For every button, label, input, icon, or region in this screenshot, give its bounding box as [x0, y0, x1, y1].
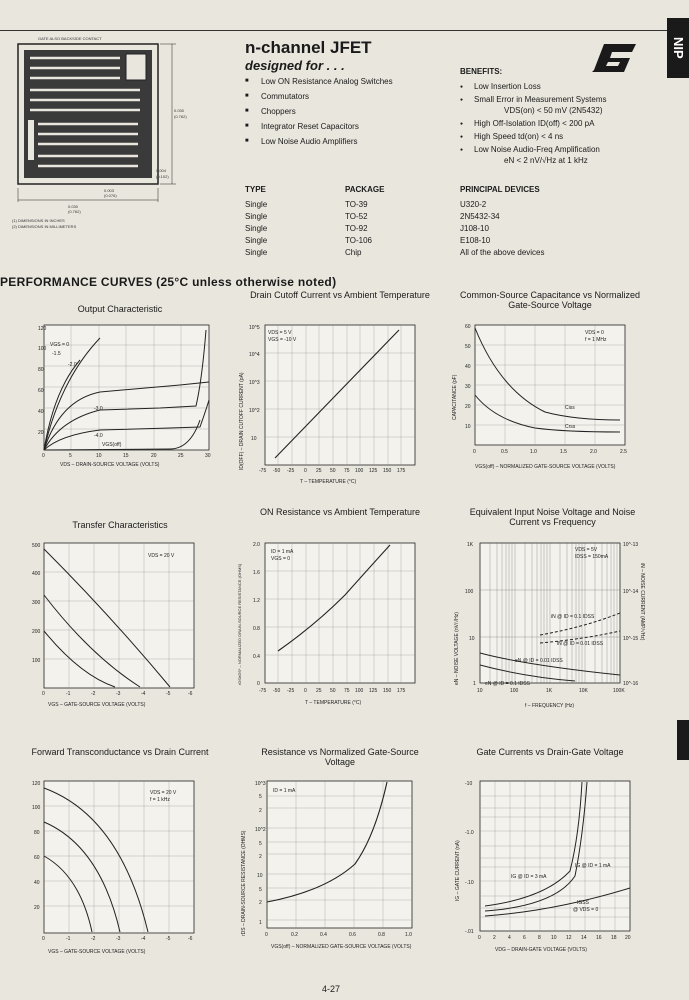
svg-text:100: 100 — [355, 688, 364, 694]
svg-text:iN – NOISE CURRENT (AMP/√Hz): iN – NOISE CURRENT (AMP/√Hz) — [639, 563, 645, 641]
table-row: Single TO-106 E108-10 — [245, 236, 491, 245]
svg-text:iN @ ID = 0.01 IDSS: iN @ ID = 0.01 IDSS — [557, 641, 604, 647]
svg-text:25: 25 — [316, 468, 322, 474]
output-characteristic-chart — [20, 320, 220, 470]
chart-title: Resistance vs Normalized Gate-Source Voltage — [261, 747, 419, 767]
svg-text:20: 20 — [34, 905, 40, 911]
svg-text:10^2: 10^2 — [255, 827, 266, 833]
svg-text:-3: -3 — [116, 691, 121, 697]
svg-text:1.5: 1.5 — [560, 449, 567, 455]
die-note: (1) DIMENSIONS IN INCHES — [12, 218, 65, 223]
svg-text:IGSS: IGSS — [577, 900, 589, 906]
resistance-vs-vgs-chart — [235, 776, 435, 966]
chart-title: Common-Source Capacitance vs Normalized Gate-Source Voltage — [459, 290, 641, 310]
svg-text:10: 10 — [257, 873, 263, 879]
svg-text:0: 0 — [42, 936, 45, 942]
svg-text:ID(OFF) – DRAIN CUTOFF CURRENT: ID(OFF) – DRAIN CUTOFF CURRENT (pA) — [239, 372, 245, 470]
svg-text:10^4: 10^4 — [249, 352, 260, 358]
svg-text:75: 75 — [344, 468, 350, 474]
svg-text:1.2: 1.2 — [253, 598, 260, 604]
benefit-item: ● High Off-Isolation ID(off) < 200 pA — [460, 119, 680, 128]
table-row: Single TO-39 U320-2 — [245, 200, 487, 209]
svg-text:0: 0 — [304, 468, 307, 474]
noise-chart — [445, 535, 645, 735]
svg-text:100K: 100K — [613, 688, 625, 694]
benefit-item: ● Small Error in Measurement Systems VDS(on) < 50 mV (2N5432) — [460, 95, 680, 115]
svg-text:0: 0 — [42, 453, 45, 459]
feature-item: ■ Low Noise Audio Amplifiers — [245, 137, 393, 146]
svg-text:VDS = 5 V: VDS = 5 V — [268, 330, 292, 336]
svg-text:150: 150 — [383, 688, 392, 694]
svg-text:rDS – DRAIN-SOURCE RESISTANCE: rDS – DRAIN-SOURCE RESISTANCE (OHMS) — [241, 830, 247, 936]
title-block — [245, 38, 393, 152]
svg-text:10: 10 — [551, 935, 557, 941]
table-header: PACKAGE — [345, 185, 385, 194]
svg-text:-6: -6 — [188, 691, 193, 697]
section-marker — [677, 720, 689, 760]
svg-text:1K: 1K — [546, 688, 553, 694]
device-table — [245, 185, 545, 260]
svg-text:-3: -3 — [116, 936, 121, 942]
feature-list — [245, 77, 393, 146]
on-resistance-chart — [235, 535, 435, 710]
svg-text:20: 20 — [38, 430, 44, 436]
svg-text:0: 0 — [257, 681, 260, 687]
svg-text:2: 2 — [259, 808, 262, 814]
table-row: Single TO-92 J108-10 — [245, 224, 489, 233]
svg-text:0: 0 — [42, 691, 45, 697]
svg-text:-.10: -.10 — [465, 880, 474, 886]
svg-text:VDS = 0: VDS = 0 — [585, 330, 604, 336]
chart-title: Equivalent Input Noise Voltage and Noise Current vs Frequency — [469, 507, 636, 527]
svg-text:-5: -5 — [166, 691, 171, 697]
svg-text:IG @ ID = 1 mA: IG @ ID = 1 mA — [575, 863, 611, 869]
svg-text:80: 80 — [34, 830, 40, 836]
svg-text:25: 25 — [178, 453, 184, 459]
svg-text:2.0: 2.0 — [590, 449, 597, 455]
svg-text:-25: -25 — [287, 688, 295, 694]
svg-text:10^-13: 10^-13 — [623, 542, 639, 548]
svg-text:VGS = 0: VGS = 0 — [50, 342, 70, 348]
svg-text:1.0: 1.0 — [405, 932, 412, 938]
svg-text:eN @ ID = 0.1 IDSS: eN @ ID = 0.1 IDSS — [485, 681, 530, 687]
svg-text:IDSS = 150mA: IDSS = 150mA — [575, 554, 609, 560]
svg-text:0.5: 0.5 — [501, 449, 508, 455]
svg-text:100: 100 — [38, 346, 47, 352]
benefit-item: ● Low Noise Audio-Freq Amplification eN < 2 nV/√Hz at 1 kHz — [460, 145, 680, 165]
svg-text:10: 10 — [465, 424, 471, 430]
svg-text:2: 2 — [259, 900, 262, 906]
table-row: Single Chip All of the above devices — [245, 248, 545, 257]
svg-text:50: 50 — [330, 468, 336, 474]
table-header: PRINCIPAL DEVICES — [460, 185, 540, 194]
forward-transconductance-chart — [20, 776, 220, 961]
chart-title: Drain Cutoff Current vs Ambient Temperature — [250, 290, 430, 300]
svg-text:rDS/rDS* – NORMALIZED DRAIN-SO: rDS/rDS* – NORMALIZED DRAIN-SOURCE RESISTANCE (OHMS) — [237, 563, 242, 685]
svg-text:VGS(off): VGS(off) — [102, 442, 122, 448]
svg-text:4: 4 — [508, 935, 511, 941]
svg-text:-4: -4 — [141, 936, 146, 942]
svg-text:VGS(off) – NORMALIZED GATE-SOU: VGS(off) – NORMALIZED GATE-SOURCE VOLTAGE (VOLTS) — [475, 464, 616, 470]
svg-text:40: 40 — [34, 880, 40, 886]
svg-text:20: 20 — [151, 453, 157, 459]
die-caption: GATE ALSO BACKSIDE CONTACT — [38, 36, 102, 41]
svg-text:25: 25 — [316, 688, 322, 694]
table-header: TYPE — [245, 185, 266, 194]
svg-text:10^-16: 10^-16 — [623, 681, 639, 687]
die-dim: (0.762) — [174, 114, 187, 119]
svg-text:2: 2 — [493, 935, 496, 941]
die-note: (2) DIMENSIONS IN MILLIMETERS — [12, 224, 77, 229]
svg-text:0.2: 0.2 — [291, 932, 298, 938]
svg-text:30: 30 — [465, 384, 471, 390]
svg-text:VDS – DRAIN-SOURCE VOLTAGE (VO: VDS – DRAIN-SOURCE VOLTAGE (VOLTS) — [60, 462, 160, 468]
svg-text:5: 5 — [259, 841, 262, 847]
svg-text:300: 300 — [32, 600, 41, 606]
svg-text:120: 120 — [32, 781, 41, 787]
svg-text:-6: -6 — [188, 936, 193, 942]
svg-text:-4.0: -4.0 — [94, 433, 103, 439]
svg-text:1: 1 — [259, 920, 262, 926]
svg-text:VDS = 20 V: VDS = 20 V — [150, 790, 177, 796]
section-tab: NIP — [667, 18, 689, 78]
feature-item: ■ Choppers — [245, 107, 393, 116]
svg-text:10: 10 — [469, 636, 475, 642]
table-header-row — [245, 185, 545, 200]
svg-text:@ VDS = 0: @ VDS = 0 — [573, 907, 599, 913]
svg-text:-.01: -.01 — [465, 929, 474, 935]
svg-text:16: 16 — [596, 935, 602, 941]
svg-text:60: 60 — [465, 324, 471, 330]
svg-text:-50: -50 — [273, 688, 281, 694]
svg-text:-1: -1 — [66, 936, 71, 942]
die-dim: 0.004 — [156, 168, 167, 173]
feature-item: ■ Integrator Reset Capacitors — [245, 122, 393, 131]
svg-text:1.0: 1.0 — [530, 449, 537, 455]
svg-text:T – TEMPERATURE (°C): T – TEMPERATURE (°C) — [305, 700, 362, 706]
svg-text:-1: -1 — [66, 691, 71, 697]
gate-currents-chart — [445, 776, 645, 966]
svg-text:0.4: 0.4 — [320, 932, 327, 938]
svg-text:50: 50 — [330, 688, 336, 694]
svg-text:0.6: 0.6 — [349, 932, 356, 938]
svg-text:10^2: 10^2 — [249, 408, 260, 414]
chart-title: Output Characteristic — [77, 304, 163, 314]
svg-text:12: 12 — [566, 935, 572, 941]
svg-text:10K: 10K — [579, 688, 588, 694]
svg-text:10^-15: 10^-15 — [623, 636, 639, 642]
die-outline-diagram — [8, 34, 208, 234]
svg-text:f = 1 kHz: f = 1 kHz — [150, 797, 170, 803]
svg-text:1.6: 1.6 — [253, 570, 260, 576]
svg-text:400: 400 — [32, 571, 41, 577]
svg-text:0: 0 — [473, 449, 476, 455]
chart-title: Transfer Characteristics — [72, 520, 168, 530]
svg-text:500: 500 — [32, 543, 41, 549]
svg-text:60: 60 — [38, 388, 44, 394]
feature-item: ■ Commutators — [245, 92, 393, 101]
svg-text:0: 0 — [304, 688, 307, 694]
svg-text:-3.0: -3.0 — [94, 406, 103, 412]
benefit-item: ● High Speed td(on) < 4 ns — [460, 132, 680, 141]
page-subtitle: designed for . . . — [245, 58, 345, 73]
svg-text:-4: -4 — [141, 691, 146, 697]
svg-text:-2: -2 — [91, 936, 96, 942]
svg-text:50: 50 — [465, 344, 471, 350]
top-rule — [0, 30, 689, 31]
svg-text:5: 5 — [259, 887, 262, 893]
die-dim: 0.030 — [68, 204, 79, 209]
svg-text:18: 18 — [611, 935, 617, 941]
benefits-heading: BENEFITS: — [460, 67, 503, 76]
svg-text:125: 125 — [369, 688, 378, 694]
svg-text:20: 20 — [625, 935, 631, 941]
table-row: Single TO-52 2N5432-34 — [245, 212, 500, 221]
svg-text:VGS = -10 V: VGS = -10 V — [268, 337, 297, 343]
svg-text:5: 5 — [259, 794, 262, 800]
feature-item: ■ Low ON Resistance Analog Switches — [245, 77, 393, 86]
die-dim: (0.102) — [156, 174, 169, 179]
svg-text:-2: -2 — [91, 691, 96, 697]
page-title: n-channel JFET — [245, 38, 372, 57]
svg-text:175: 175 — [397, 688, 406, 694]
svg-text:80: 80 — [38, 367, 44, 373]
svg-text:20: 20 — [465, 404, 471, 410]
svg-text:10: 10 — [251, 436, 257, 442]
svg-text:200: 200 — [32, 629, 41, 635]
svg-text:-75: -75 — [259, 468, 267, 474]
svg-text:0: 0 — [478, 935, 481, 941]
svg-text:ID = 1 mA: ID = 1 mA — [273, 788, 296, 794]
svg-text:175: 175 — [397, 468, 406, 474]
svg-text:6: 6 — [523, 935, 526, 941]
svg-text:14: 14 — [581, 935, 587, 941]
benefit-item: ● Low Insertion Loss — [460, 82, 680, 91]
die-dim: (0.076) — [104, 193, 117, 198]
svg-text:10^3: 10^3 — [249, 380, 260, 386]
svg-text:0.8: 0.8 — [253, 626, 260, 632]
svg-text:10^3: 10^3 — [255, 781, 266, 787]
svg-text:100: 100 — [355, 468, 364, 474]
svg-text:-2.0: -2.0 — [68, 362, 77, 368]
capacitance-chart — [445, 320, 645, 500]
svg-text:-75: -75 — [259, 688, 267, 694]
chart-title: Forward Transconductance vs Drain Current — [31, 747, 209, 757]
svg-text:VGS – GATE-SOURCE VOLTAGE (VOL: VGS – GATE-SOURCE VOLTAGE (VOLTS) — [48, 949, 146, 955]
svg-text:8: 8 — [538, 935, 541, 941]
svg-text:2: 2 — [259, 854, 262, 860]
svg-text:40: 40 — [38, 409, 44, 415]
chart-title: ON Resistance vs Ambient Temperature — [260, 507, 420, 517]
svg-text:eN – NOISE VOLTAGE (nV/√Hz): eN – NOISE VOLTAGE (nV/√Hz) — [454, 612, 460, 685]
svg-text:IG – GATE CURRENT (nA): IG – GATE CURRENT (nA) — [455, 840, 461, 901]
svg-text:60: 60 — [34, 855, 40, 861]
svg-text:100: 100 — [32, 658, 41, 664]
die-dim: (0.762) — [68, 209, 81, 214]
svg-text:ID = 1 mA: ID = 1 mA — [271, 549, 294, 555]
svg-text:-25: -25 — [287, 468, 295, 474]
svg-text:-10: -10 — [465, 781, 473, 787]
performance-curves-heading: PERFORMANCE CURVES (25°C unless otherwise noted) — [0, 275, 337, 289]
svg-text:120: 120 — [38, 326, 47, 332]
svg-text:eN @ ID = 0.01 IDSS: eN @ ID = 0.01 IDSS — [515, 658, 563, 664]
svg-text:IG @ ID = 3 mA: IG @ ID = 3 mA — [511, 874, 547, 880]
svg-text:VDG – DRAIN-GATE VOLTAGE (VOLT: VDG – DRAIN-GATE VOLTAGE (VOLTS) — [495, 947, 587, 953]
svg-text:VGS – GATE-SOURCE VOLTAGE (VOL: VGS – GATE-SOURCE VOLTAGE (VOLTS) — [48, 702, 146, 708]
svg-text:10: 10 — [477, 688, 483, 694]
svg-text:0.8: 0.8 — [378, 932, 385, 938]
benefits-list — [460, 82, 680, 165]
svg-text:2.5: 2.5 — [620, 449, 627, 455]
svg-text:10^5: 10^5 — [249, 325, 260, 331]
chart-title: Gate Currents vs Drain-Gate Voltage — [476, 747, 624, 757]
die-dim: 0.030 — [174, 108, 185, 113]
svg-text:VGS = 0: VGS = 0 — [271, 556, 291, 562]
die-dim: 0.003 — [104, 188, 115, 193]
svg-text:125: 125 — [369, 468, 378, 474]
svg-text:Ciss: Ciss — [565, 405, 575, 411]
svg-text:-1.0: -1.0 — [465, 830, 474, 836]
svg-text:VDS = 5V: VDS = 5V — [575, 547, 598, 553]
svg-text:VDS = 20 V: VDS = 20 V — [148, 553, 175, 559]
svg-text:1: 1 — [473, 681, 476, 687]
svg-text:0.4: 0.4 — [253, 654, 260, 660]
svg-text:0: 0 — [265, 932, 268, 938]
svg-text:40: 40 — [465, 364, 471, 370]
svg-text:iN @ ID = 0.1 IDSS: iN @ ID = 0.1 IDSS — [551, 614, 595, 620]
svg-text:100: 100 — [32, 805, 41, 811]
svg-text:10: 10 — [96, 453, 102, 459]
svg-text:150: 150 — [383, 468, 392, 474]
svg-text:f – FREQUENCY (Hz): f – FREQUENCY (Hz) — [525, 703, 575, 709]
svg-text:10^-14: 10^-14 — [623, 589, 639, 595]
svg-text:-50: -50 — [273, 468, 281, 474]
svg-text:100: 100 — [510, 688, 519, 694]
svg-text:VGS(off) – NORMALIZED GATE-SOU: VGS(off) – NORMALIZED GATE-SOURCE VOLTAGE (VOLTS) — [271, 944, 412, 950]
svg-text:15: 15 — [123, 453, 129, 459]
svg-text:75: 75 — [344, 688, 350, 694]
benefits-section — [460, 67, 680, 169]
svg-text:2.0: 2.0 — [253, 542, 260, 548]
svg-text:CAPACITANCE (pF): CAPACITANCE (pF) — [452, 374, 458, 420]
svg-text:-1.5: -1.5 — [52, 351, 61, 357]
svg-text:T – TEMPERATURE (°C): T – TEMPERATURE (°C) — [300, 479, 357, 485]
svg-text:Crss: Crss — [565, 424, 576, 430]
page-number: 4-27 — [322, 984, 341, 994]
svg-text:30: 30 — [205, 453, 211, 459]
svg-text:f = 1 MHz: f = 1 MHz — [585, 337, 607, 343]
svg-text:1K: 1K — [467, 542, 474, 548]
svg-text:5: 5 — [69, 453, 72, 459]
svg-text:100: 100 — [465, 589, 474, 595]
transfer-characteristics-chart — [20, 535, 220, 710]
drain-cutoff-current-chart — [235, 320, 435, 490]
svg-text:-5: -5 — [166, 936, 171, 942]
